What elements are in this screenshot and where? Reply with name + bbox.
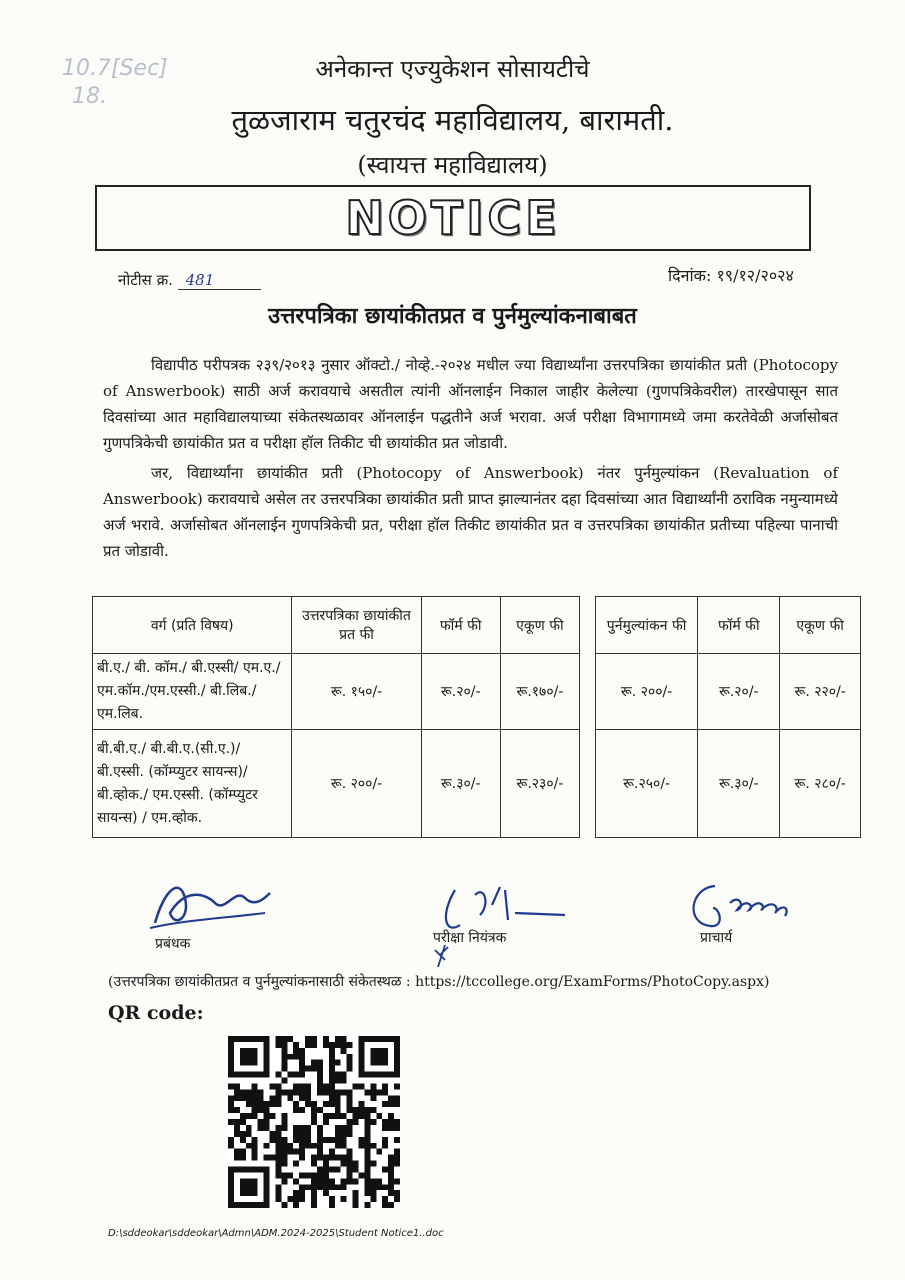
website-note: (उत्तरपत्रिका छायांकीतप्रत व पुर्नमुल्यांकनासाठी संकेतस्थळ : https://tccollege.org/ExamForms/PhotoCopy.aspx) [108,974,770,990]
photocopy-fee-table [92,596,580,838]
manager-label: प्रबंधक [155,936,191,952]
notice-banner [95,185,811,251]
table-header-row [93,597,580,654]
category-cell: बी.बी.ए./ बी.बी.ए.(सी.ए.)/ बी.एस्सी. (कॉम्प्युटर सायन्स)/ बी.व्होक./ एम.एस्सी. (कॉम्प्युटर सायन्स) / एम.व्होक. [93,730,292,838]
header-total-fee: एकूण फी [500,597,579,654]
manager-signature [145,868,275,938]
margin-note-line2: 18. [72,84,107,109]
header-form-fee: फॉर्म फी [421,597,500,654]
revaluation-fee-cell: रू.२५०/- [596,730,698,838]
notice-date [668,264,794,286]
header-photocopy-fee: उत्तरपत्रिका छायांकीत प्रत फी [292,597,421,654]
notice-number [118,270,261,290]
table-row [596,654,861,730]
header-category: वर्ग (प्रति विषय) [93,597,292,654]
form-fee-cell: रू.३०/- [421,730,500,838]
principal-label: प्राचार्य [700,930,733,946]
paragraph-revaluation: जर, विद्यार्थ्यांना छायांकीत प्रती (Photocopy of Answerbook) नंतर पुर्नमुल्यांकन (Revaluation of Answerbook) करावयाचे असेल तर उत्तरपत्रिका छायांकीत प्रती प्राप्त झाल्यानंतर दहा दिवसांच्या आत विद्यार्थ्यांनी ठराविक नमुन्यामध्ये अर्ज भरावे. अर्जासोबत ऑनलाईन गुणपत्रिकेची प्रत, परीक्षा हॉल तिकीट छायांकीत प्रत व उत्तरपत्रिका छायांकीत प्रतीच्या पहिल्या पानाची प्रत जोडावी. [103,464,838,560]
date-label: दिनांक: [668,266,712,285]
table-row [596,730,861,838]
category-cell: बी.ए./ बी. कॉम./ बी.एस्सी/ एम.ए./एम.कॉम./एम.एस्सी./ बी.लिब./ एम.लिब. [93,654,292,730]
revaluation-fee-cell: रू. २००/- [596,654,698,730]
qr-code-label: QR code: [108,1002,204,1024]
qr-code-image [228,1036,400,1208]
photocopy-fee-cell: रू. २००/- [292,730,421,838]
notice-number-label: नोटीस क्र. [118,271,173,289]
form-fee-cell: रू.२०/- [698,654,780,730]
date-value: १९/१२/२०२४ [716,266,794,285]
controller-label: परीक्षा नियंत्रक [433,930,507,946]
form-fee-cell: रू.३०/- [698,730,780,838]
table-row [93,654,580,730]
margin-note-line1: 10.7[Sec] [62,56,168,81]
notice-number-value: 481 [178,271,261,290]
file-path: D:\sddeokar\sddeokar\Admn\ADM.2024-2025\Student Notice1..doc [108,1228,444,1239]
society-name: अनेकान्त एज्युकेशन सोसायटीचे [315,55,590,83]
photocopy-fee-cell: रू. १५०/- [292,654,421,730]
table-header-row [596,597,861,654]
header-total-fee: एकूण फी [780,597,861,654]
controller-signature [430,875,580,970]
revaluation-fee-table [595,596,861,838]
college-name: तुळजाराम चतुरचंद महाविद्यालय, बारामती. [231,103,674,137]
notice-title: NOTICE [345,191,561,245]
header-revaluation-fee: पुर्नमुल्यांकन फी [596,597,698,654]
table-row [93,730,580,838]
college-status: (स्वायत्त महाविद्यालय) [357,151,548,179]
total-fee-cell: रू.२३०/- [500,730,579,838]
form-fee-cell: रू.२०/- [421,654,500,730]
total-fee-cell: रू.१७०/- [500,654,579,730]
total-fee-cell: रू. २२०/- [780,654,861,730]
total-fee-cell: रू. २८०/- [780,730,861,838]
notice-subject: उत्तरपत्रिका छायांकीतप्रत व पुर्नमुल्यांकनाबाबत [268,303,637,329]
paragraph-photocopy: विद्यापीठ परीपत्रक २३९/२०१३ नुसार ऑक्टो./ नोव्हे.-२०२४ मधील ज्या विद्यार्थ्यांना उत्तरपत्रिका छायांकीत प्रती (Photocopy of Answerbook) साठी अर्ज करावयाचे असतील त्यांनी ऑनलाईन निकाल जाहीर केलेल्या (गुणपत्रिकेवरील) तारखेपासून सात दिवसांच्या आत महाविद्यालयाच्या संकेतस्थळावर ऑनलाईन पद्धतीने अर्ज भरावा. अर्ज परीक्षा विभागामध्ये जमा करतेवेळी अर्जासोबत गुणपत्रिकेची छायांकीत प्रत व परीक्षा हॉल तिकीट ची छायांकीत प्रत जोडावी. [103,356,838,452]
header-form-fee: फॉर्म फी [698,597,780,654]
